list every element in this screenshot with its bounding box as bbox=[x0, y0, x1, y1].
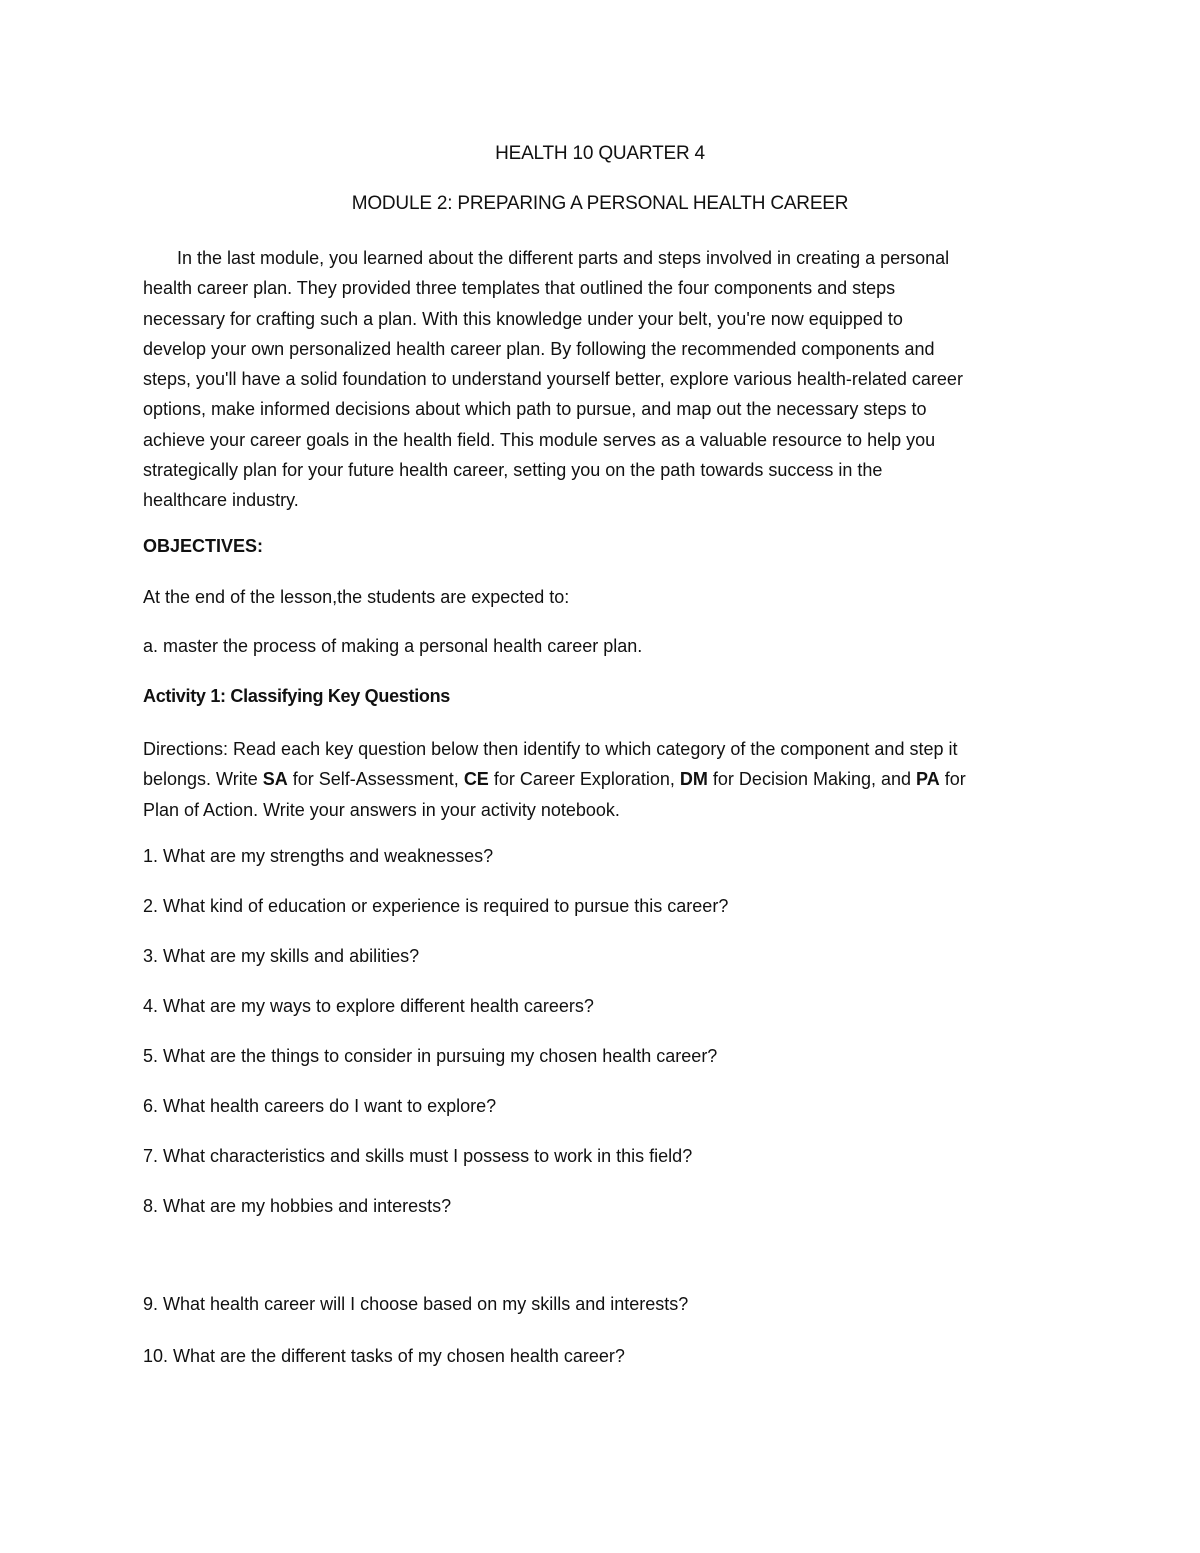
question-item: 3. What are my skills and abilities? bbox=[143, 946, 420, 966]
directions-paragraph bbox=[143, 734, 1063, 825]
directions-line: Directions: Read each key question below then identify to which category of the component and step it bbox=[143, 739, 958, 759]
directions-text: for Self-Assessment, bbox=[287, 769, 464, 790]
directions-text: for Career Exploration, bbox=[488, 769, 680, 790]
intro-line: strategically plan for your future health career, setting you on the path towards success in the bbox=[143, 460, 883, 481]
question-item: 2. What kind of education or experience is required to pursue this career? bbox=[143, 896, 729, 916]
intro-paragraph bbox=[143, 243, 1063, 516]
directions-text: for Decision Making, and bbox=[707, 769, 917, 790]
intro-line: healthcare industry. bbox=[143, 490, 299, 511]
document-title: HEALTH 10 QUARTER 4 bbox=[495, 143, 705, 164]
intro-line: necessary for crafting such a plan. With this knowledge under your belt, you're now equipped to bbox=[143, 308, 903, 329]
question-item: 5. What are the things to consider in pursuing my chosen health career? bbox=[143, 1046, 718, 1066]
objectives-heading: OBJECTIVES: bbox=[143, 536, 264, 556]
intro-line: develop your own personalized health career plan. By following the recommended components and bbox=[143, 338, 935, 359]
intro-line: achieve your career goals in the health field. This module serves as a valuable resource to help you bbox=[143, 429, 936, 450]
code-dm: DM bbox=[679, 769, 708, 790]
activity-heading: Activity 1: Classifying Key Questions bbox=[143, 686, 450, 706]
code-ce: CE bbox=[463, 769, 489, 790]
module-title: MODULE 2: PREPARING A PERSONAL HEALTH CAREER bbox=[351, 193, 849, 214]
directions-text: belongs. Write bbox=[143, 769, 263, 790]
question-item: 10. What are the different tasks of my chosen health career? bbox=[143, 1346, 625, 1366]
code-sa: SA bbox=[262, 769, 288, 790]
question-item: 7. What characteristics and skills must I possess to work in this field? bbox=[143, 1146, 693, 1166]
directions-line bbox=[143, 764, 1063, 794]
question-item: 8. What are my hobbies and interests? bbox=[143, 1196, 452, 1216]
question-item: 6. What health careers do I want to explore? bbox=[143, 1096, 497, 1116]
intro-line: steps, you'll have a solid foundation to understand yourself better, explore various health-related career bbox=[143, 369, 963, 390]
intro-line: health career plan. They provided three templates that outlined the four components and steps bbox=[143, 278, 896, 299]
question-item: 1. What are my strengths and weaknesses? bbox=[143, 846, 494, 866]
code-pa: PA bbox=[916, 769, 940, 790]
question-item: 4. What are my ways to explore different health careers? bbox=[143, 996, 594, 1016]
objective-item: a. master the process of making a personal health career plan. bbox=[143, 636, 643, 656]
intro-line: In the last module, you learned about the different parts and steps involved in creating a personal bbox=[177, 248, 950, 268]
question-item: 9. What health career will I choose based on my skills and interests? bbox=[143, 1294, 689, 1314]
directions-text: for bbox=[939, 769, 966, 790]
intro-line: options, make informed decisions about which path to pursue, and map out the necessary steps to bbox=[143, 399, 927, 420]
objectives-lead: At the end of the lesson,the students are expected to: bbox=[143, 587, 570, 607]
directions-line: Plan of Action. Write your answers in your activity notebook. bbox=[143, 799, 620, 820]
